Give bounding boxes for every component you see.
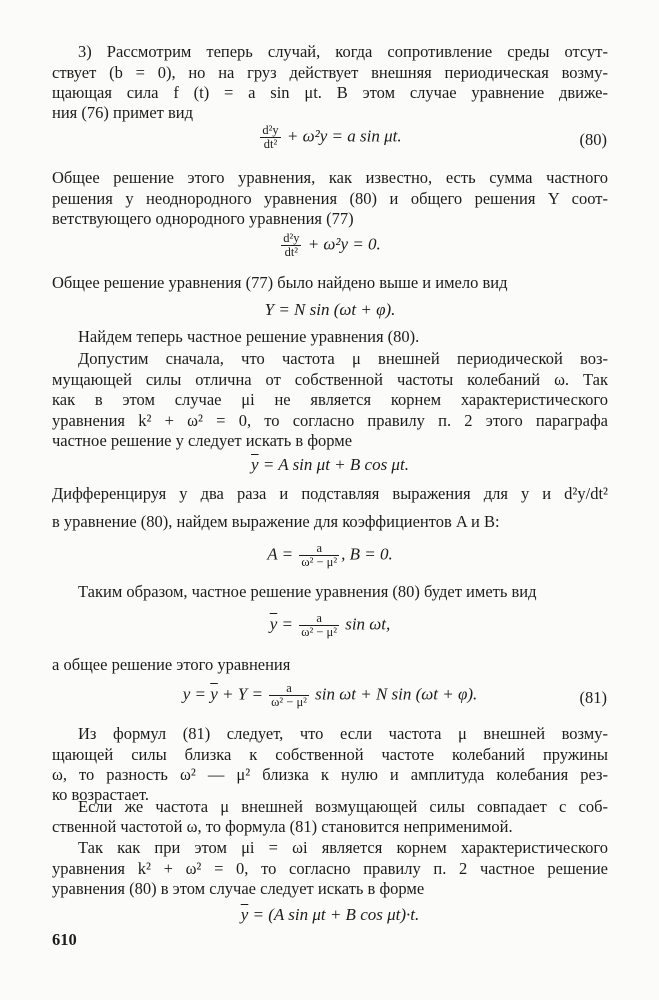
paragraph-general-solution-end — [52, 209, 608, 230]
paragraph-thus — [52, 582, 608, 603]
text-line: ко возрастает. — [52, 785, 150, 804]
equation-81: $y = \overline{y} + Y$ = $\frac{a}{\text{ω² − μ²}}$ sin ωt + N sin (ωt + φ). — [182, 681, 478, 709]
equation-homogeneous: $\frac{\text{d²y}}{\text{dt²}}$ + ω²y = 0. — [283, 231, 381, 259]
equation-particular: $\overline{y}$ = $\frac{a}{\text{ω² − μ²}}$ sin ωt, — [269, 611, 391, 639]
paragraph-case-3-end — [52, 103, 608, 124]
text-line: как в этом случае μi не является корнем характеристического — [52, 390, 608, 409]
paragraph-assume — [52, 349, 608, 431]
paragraph-from-formulas — [52, 724, 608, 786]
paragraph-coincides — [52, 797, 608, 818]
text-line: ω, то разность ω² — μ² близка к нулю и амплитуда колебания рез- — [52, 765, 608, 784]
text-line: ствует (b = 0), но на груз действует внешняя периодическая возму- — [52, 62, 608, 82]
text-line: ветствующего однородного уравнения (77) — [52, 209, 354, 228]
text-line: Общее решение уравнения (77) было найдено выше и имело вид — [52, 273, 508, 292]
equation-number-81: (81) — [579, 688, 607, 707]
paragraph-assume-end — [52, 431, 608, 452]
text-line: уравнения k² + ω² = 0, то согласно правилу п. 2 этого параграфа — [52, 410, 608, 430]
text-line: уравнения (80) в этом случае следует искать в форме — [52, 879, 425, 898]
text-line: а общее решение этого уравнения — [52, 655, 291, 674]
equation-resonance-form: $\overline{y} = (A$ sin μt + B cos μt)·t. — [240, 905, 420, 924]
text-line: щающей силы близка к собственной частоте колебаний пружины — [52, 744, 608, 764]
text-line: в уравнение (80), найдем выражение для коэффициентов A и B: — [52, 512, 500, 531]
text-line: Общее решение этого уравнения, как известно, есть сумма частного — [52, 168, 608, 187]
text-line: Так как при этом μi = ωi является корнем характеристического — [78, 838, 608, 857]
text-line: Если же частота μ внешней возмущающей силы совпадает с соб- — [78, 797, 608, 816]
text-line: ния (76) примет вид — [52, 103, 194, 122]
paragraph-case-3 — [52, 42, 608, 104]
paragraph-differentiate-end — [52, 512, 608, 533]
text-line: щающая сила f (t) = a sin μt. В этом случае уравнение движе- — [52, 83, 608, 102]
equation-Y: Y = N sin (ωt + φ). — [264, 300, 396, 319]
paragraph-find-particular — [52, 327, 608, 348]
paragraph-found-above — [52, 273, 608, 294]
text-line: Таким образом, частное решение уравнения (80) будет иметь вид — [78, 582, 537, 601]
text-line: ственной частотой ω, то формула (81) становится неприменимой. — [52, 817, 513, 836]
text-line: мущающей силы отлична от собственной частоты колебаний ω. Так — [52, 369, 608, 389]
equation-80: $\frac{\text{d²y}}{\text{dt²}}$ + ω²y = a sin μt. — [262, 123, 402, 151]
paragraph-resonance — [52, 838, 608, 879]
equation-number-80: (80) — [579, 130, 607, 149]
text-line: Дифференцируя y два раза и подставляя выражения для y и d²y/dt² — [52, 484, 608, 503]
text-line: Из формул (81) следует, что если частота μ внешней возму- — [78, 724, 608, 743]
equation-ybar-form: $\overline{y} = A$ sin μt + B cos μt. — [251, 455, 409, 474]
paragraph-general-solution — [52, 168, 608, 209]
page-number: 610 — [52, 930, 77, 949]
text-line: уравнения k² + ω² = 0, то согласно правилу п. 2 частное решение — [52, 858, 608, 878]
text-line: Найдем теперь частное решение уравнения (80). — [78, 327, 420, 346]
paragraph-coincides-end — [52, 817, 608, 838]
text-line: Допустим сначала, что частота μ внешней периодической воз- — [78, 349, 608, 368]
text-line: частное решение y следует искать в форме — [52, 431, 353, 450]
text-line: 3) Рассмотрим теперь случай, когда сопротивление среды отсут- — [78, 42, 608, 61]
paragraph-differentiate — [52, 484, 608, 505]
equation-coefficients: A = $\frac{a}{\text{ω² − μ²}}$ , B = 0. — [267, 541, 393, 569]
paragraph-general — [52, 655, 608, 676]
paragraph-resonance-end — [52, 879, 608, 900]
text-line: решения y неоднородного уравнения (80) и общего решения Y соот- — [52, 188, 608, 208]
